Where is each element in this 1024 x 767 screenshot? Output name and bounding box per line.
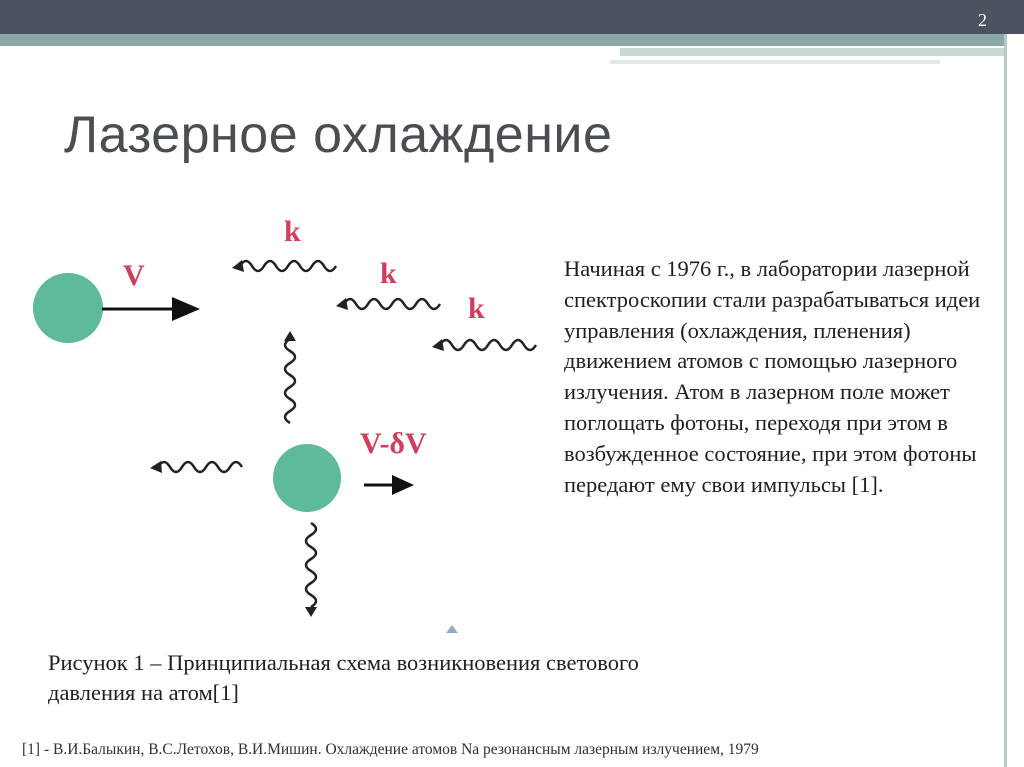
figure-caption: Рисунок 1 – Принципиальная схема возникновения светового давления на атом[1] xyxy=(48,650,639,705)
diagram-fragment xyxy=(446,625,458,633)
emitted-photon-left xyxy=(158,462,242,472)
velocity-label: V xyxy=(123,259,145,292)
photon-wave-3-head xyxy=(432,339,444,351)
k-label-3: k xyxy=(468,292,485,325)
atom-slowed xyxy=(273,444,341,512)
emitted-photon-up xyxy=(285,339,295,423)
k-label-2: k xyxy=(380,257,397,290)
header-band xyxy=(0,0,1024,34)
photon-wave-2-head xyxy=(336,298,348,310)
header-stripe xyxy=(0,34,1005,46)
emitted-photon-down-head xyxy=(305,607,317,617)
emitted-photon-up-head xyxy=(284,331,296,341)
photon-wave-2 xyxy=(344,299,440,309)
reduced-velocity-arrow-head xyxy=(392,475,414,495)
light-pressure-diagram xyxy=(28,205,568,635)
velocity-arrow-head xyxy=(172,297,200,321)
reduced-velocity-label: V-δV xyxy=(360,427,427,460)
header-stripe-light xyxy=(620,48,1005,56)
header-stripe-thin xyxy=(610,60,940,64)
slide-title: Лазерное охлаждение xyxy=(64,106,613,164)
emitted-photon-down xyxy=(306,523,316,607)
emitted-photon-left-head xyxy=(150,461,162,473)
right-border xyxy=(1004,34,1007,767)
atom-initial xyxy=(33,273,103,343)
k-label-1: k xyxy=(284,215,301,248)
photon-wave-1-head xyxy=(232,260,244,272)
body-paragraph: Начиная с 1976 г., в лаборатории лазерной спектроскопии стали разрабатываться идеи управления (охлаждения, пленения) движением атомов с помощью лазерного излучения. Атом в лазерном поле может поглощать фотоны, переходя при этом в возбужденное состояние, при этом фотоны передают ему свои импульсы [1]. xyxy=(564,256,981,497)
footnote-reference: [1] - В.И.Балыкин, В.С.Летохов, В.И.Мишин. Охлаждение атомов Na резонансным лазерным излучением, 1979 xyxy=(22,741,759,758)
photon-wave-1 xyxy=(240,261,336,271)
photon-wave-3 xyxy=(440,340,536,350)
slide-number: 2 xyxy=(978,10,987,30)
